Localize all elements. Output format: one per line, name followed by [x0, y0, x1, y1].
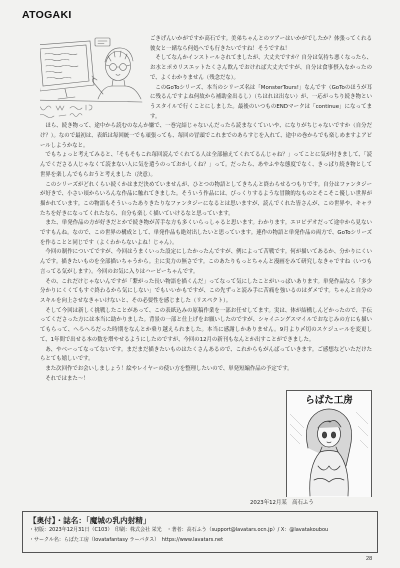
colophon-title-line	[29, 515, 371, 526]
afterword-paragraph: また、単発作品の方が好きだとかで続き物が苦手な方も多くいらっしゃると思います。わかります。エロビデオだって途中から見ないですもんね。なので、この世界の構成として、単発作品も絶対出したいと思っています。連作の物語と単発作品の両方で、GoToシリーズを作ることと同じです（よくわからないよね！じゃん）。	[40, 220, 372, 246]
page-number: 28	[366, 556, 373, 562]
afterword-paragraph: でもちょっと考えてみると、「そもそもこれ毎回読んでくれてる人は全部揃えてくれてるんじゃね？」ってことに気が付きまして、「読んでくださる人じゃなくて読まない人に気を遣うのっておかしくね？」って。だったら、あやふやな態度でなく、きっぱり続き物として世界を楽しんでもらおうと考えました（決意）。	[40, 152, 372, 178]
colophon-edition-line: ・初版：2023年12月31日（C103） 印刷：株式会社 栄光 ・著者：高石ふう（support@lavatars.ocn.jp）/ X：@lavatakoubou	[29, 527, 329, 533]
afterword-paragraph: このシリーズがどれくらい続くかはまだ決めていませんが、ひとつの物語としてきちんと終わらせるつもりです。自分はファンタジーが好きで、小さい頃からいろんな作品に触れてきました。そういう作品には、びっくりするような冒険的なものとそこそこ優しい世界が描かれています。この物語もそういったありきたりなファンタジーになるとは思いますが、読んでくれた皆さんが、この世界や、キャラたちを好きになってくれたなら、自分も楽しく描いていけるなと思っています。	[40, 181, 372, 217]
afterword-text	[40, 35, 372, 497]
afterword-paragraph: 今回の制作についてですが、今回はうまくいった設定にしたかったんですが、例によって苦戦です。何が描いてあるか、分かりにくいんです。描きたいものを全部描いちゃうから。主に実力の無さです。このあたりもっとちゃんと漫画をみて研究しなきゃですね（いつも言ってる気がします）。今回のお気に入りはハーピーちゃんです。	[40, 249, 372, 275]
afterword-paragraph: そして今回は新しく挑戦したことがあって、この表紙込みの原稿作業を一部お任せしてます。実は、体が結構しんどかったので、手伝ってくださった方には本当に助かりました。背景の一部と仕上げをお願いしたのですが、シャイニングスマイルでおなじみの方にも描いてもらって、へろへろだった時期をなんとか乗り越えられました。本当に感謝しかありません。9月より〆切のスケジュールを変更して、1年間で出せる本の数を増やせるようにしたのですが、今回の12月の新刊もなんとか出すことができました。	[40, 307, 372, 343]
cover-thumbnail-svg	[286, 390, 372, 497]
afterword-paragraph: そしてなんかインストールされてましたが、大丈夫ですか？自分は気持ち悪くなったら、お水とポカリスエットたくさん飲んでおければ大丈夫ですが、自分は食事摂入なかったので、よくわかりません（残念だな）。	[150, 55, 372, 81]
cover-title: らばた工房	[305, 395, 353, 406]
page-header: ATOGAKI	[22, 9, 72, 21]
cover-thumbnail	[286, 390, 372, 497]
afterword-paragraph: ごきげんいかがですか高石です。美弟ちゃんとのツアーはいかがでしたか？体張ってくれる彼女と一緒なら何処へでも行きたいですね！そうですね！	[150, 36, 372, 52]
afterword-paragraph: このGoToシリーズ、本当のシリーズ名は「MonsterTours!」なんです（GoToのほうが耳に残るんですよね何故から補助金出るし）（ちはれは出ない）が、一応がっちり続き物というスタイルで行くことにしました。最後のいつものENDマークは「continue」になってます。	[150, 84, 372, 120]
colophon-heading: 【奥付】	[29, 516, 56, 525]
afterword-paragraph: あ、やべーってなってないです。まだまだ描きたいものはたくさんあるので、これからもがんばっていきます。ご感想などいただけたらとても嬉しいです。	[40, 346, 372, 363]
author-sketch-svg	[40, 35, 146, 121]
author-sketch-illustration	[40, 35, 146, 121]
afterword-paragraph: その、これだけじゃないんですが「繋がった長い物語を描くんだ」ってなって気にしたことがいっぱいあります。単発作品なら「多少分かりにくくてもすぐ終わるから気にしない」でもいいかもですが、この先ずっと読み手に苦痛を強いるのはダメです。ちゃんと自分のスキルを向上させなきゃいけないと、その必要性を感じました（リスペクト）。	[40, 278, 372, 304]
date-signature: 2023年12月某 高石ふう	[250, 500, 314, 506]
afterword-paragraph: また次回作でお会いしましょう！絵やレイヤーの使い方を整理したいので、単発短編作品の予定です。	[45, 365, 293, 372]
monitor-sketch	[40, 41, 94, 99]
afterword-paragraph: ほら、続き物って、途中から読むのなんか嫌で、一巻完結じゃないんだったら読まなくていいや、になりがちじゃないですか（自分だけ？）。なので最初は、表紙は毎回統一でも頑張っても、毎回の冒頭でこれまでのあらすじを入れて、途中の巻からでも楽しめますよアピールしようかなと。	[40, 123, 372, 149]
afterword-paragraph: それではまた〜！	[45, 375, 89, 382]
colophon-box	[22, 511, 378, 553]
colophon-circle-line: ・サークル名：らばた工房（lovatafantasy ラーバタス） https://www.lavatars.net	[29, 536, 224, 543]
handwritten-scribble	[40, 105, 92, 118]
colophon-book-title: ・誌名：「魔城の乳内射精」	[55, 516, 151, 525]
